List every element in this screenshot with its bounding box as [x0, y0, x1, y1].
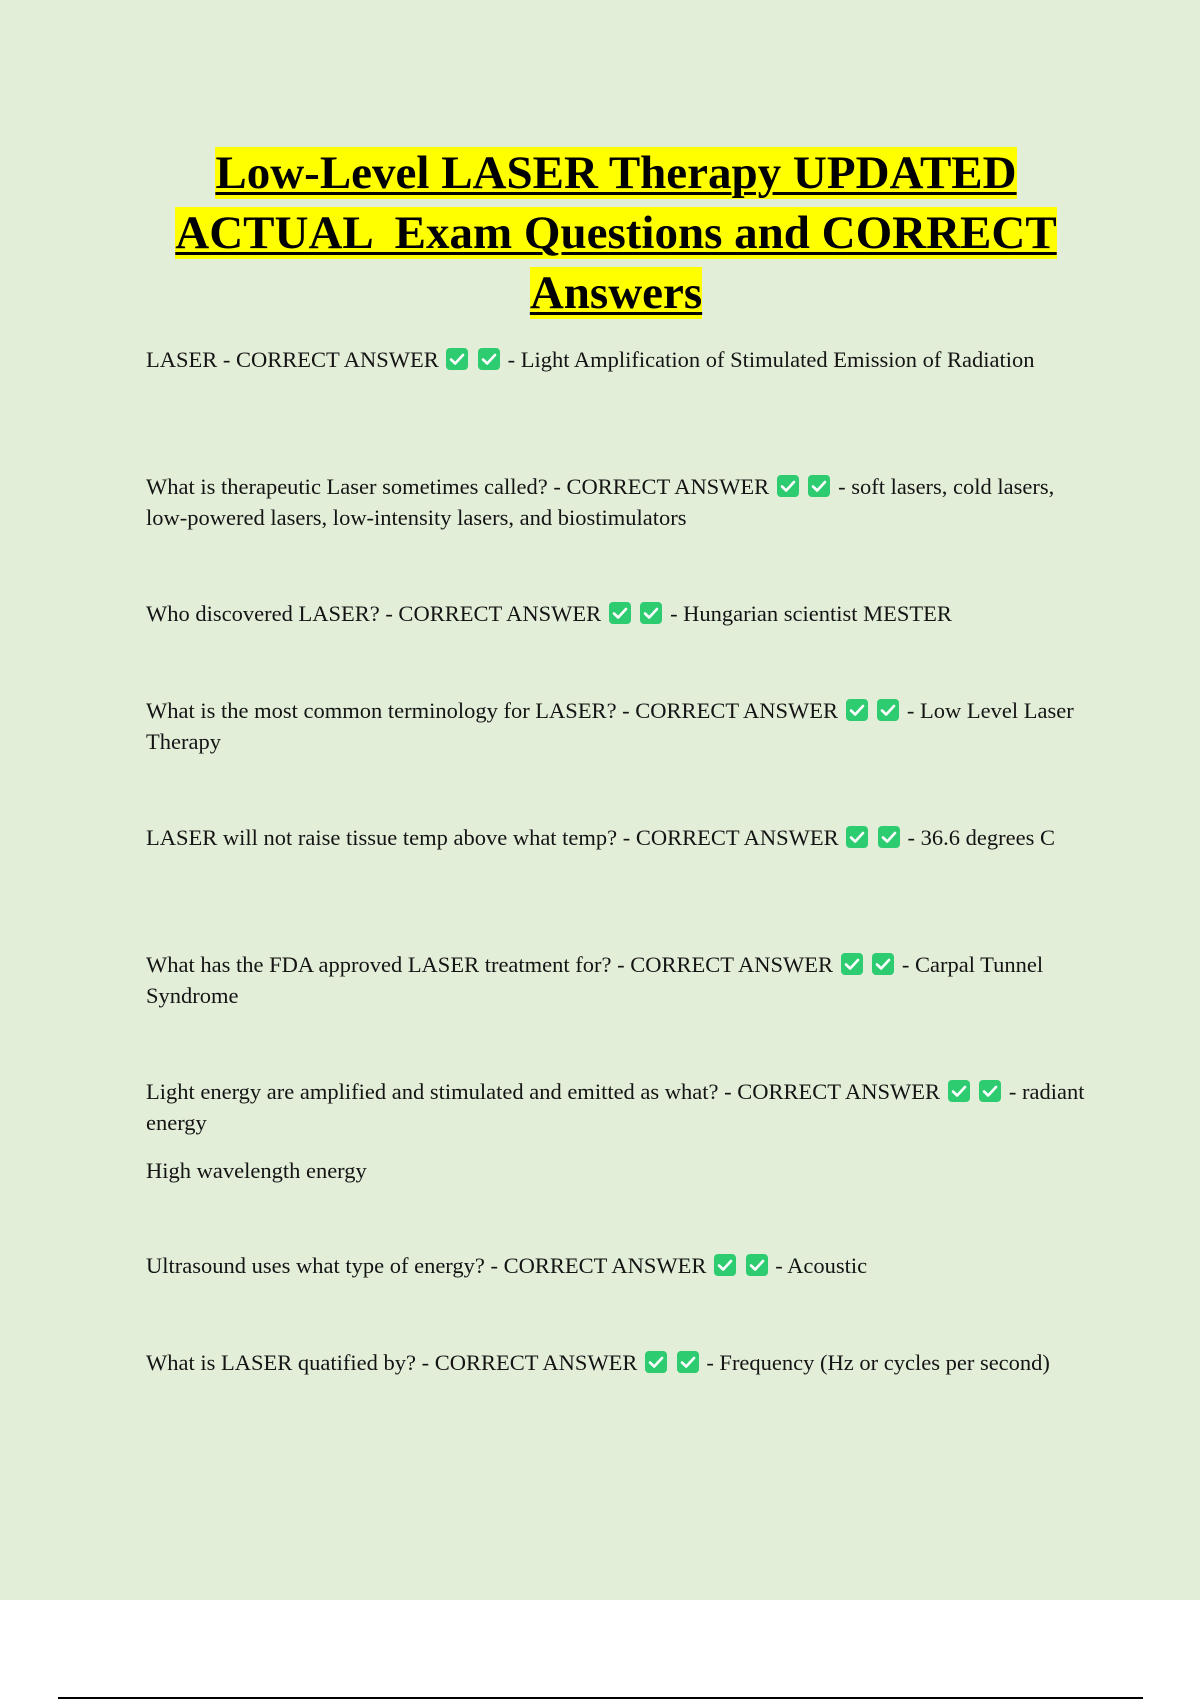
title-line-2: ACTUAL Exam Questions and CORRECT [175, 207, 1057, 259]
check-icon [746, 1254, 768, 1276]
check-icon [979, 1080, 1001, 1102]
title-line-3: Answers [529, 267, 703, 319]
answer-text: - Hungarian scientist MESTER [670, 601, 952, 626]
answer-text: - Frequency (Hz or cycles per second) [706, 1350, 1050, 1375]
check-icon [640, 602, 662, 624]
check-icon [677, 1351, 699, 1373]
qa-item-7-extra: High wavelength energy [146, 1158, 367, 1183]
check-icon [948, 1080, 970, 1102]
qa-item-2 [146, 471, 1096, 533]
check-icon [808, 475, 830, 497]
qa-item-7 [146, 1076, 1096, 1138]
qa-item-3 [146, 598, 1096, 629]
question-text: Light energy are amplified and stimulated and emitted as what? - CORRECT ANSWER [146, 1079, 941, 1104]
question-text: LASER - CORRECT ANSWER [146, 347, 439, 372]
question-text: What has the FDA approved LASER treatment for? - CORRECT ANSWER [146, 952, 833, 977]
answer-text: - Low Level Laser Therapy [146, 698, 1074, 754]
check-icon [877, 699, 899, 721]
question-text: What is the most common terminology for LASER? - CORRECT ANSWER [146, 698, 839, 723]
answer-text: - Light Amplification of Stimulated Emission of Radiation [507, 347, 1035, 372]
question-text: What is LASER quatified by? - CORRECT ANSWER [146, 1350, 638, 1375]
check-icon [714, 1254, 736, 1276]
document-title [60, 143, 1172, 323]
question-text: What is therapeutic Laser sometimes called? - CORRECT ANSWER [146, 474, 770, 499]
question-text: Who discovered LASER? - CORRECT ANSWER [146, 601, 602, 626]
qa-item-8 [146, 1250, 1096, 1281]
question-text: LASER will not raise tissue temp above what temp? - CORRECT ANSWER [146, 825, 839, 850]
qa-item-6 [146, 949, 1096, 1011]
title-line-1: Low-Level LASER Therapy UPDATED [215, 147, 1017, 199]
check-icon [645, 1351, 667, 1373]
answer-text: - Carpal Tunnel Syndrome [146, 952, 1044, 1008]
check-icon [478, 348, 500, 370]
qa-item-9 [146, 1347, 1096, 1378]
page-bottom-rule [58, 1697, 1143, 1699]
answer-text: - radiant energy [146, 1079, 1085, 1135]
qa-item-5 [146, 822, 1096, 853]
check-icon [777, 475, 799, 497]
answer-text: - soft lasers, cold lasers, low-powered lasers, low-intensity lasers, and biostimulators [146, 474, 1055, 530]
check-icon [846, 699, 868, 721]
check-icon [609, 602, 631, 624]
check-icon [841, 953, 863, 975]
qa-item-4 [146, 695, 1096, 757]
question-text: Ultrasound uses what type of energy? - CORRECT ANSWER [146, 1253, 707, 1278]
answer-text: - 36.6 degrees C [907, 825, 1055, 850]
answer-text: - Acoustic [775, 1253, 868, 1278]
check-icon [846, 826, 868, 848]
check-icon [878, 826, 900, 848]
qa-item-1 [146, 344, 1096, 375]
check-icon [872, 953, 894, 975]
check-icon [446, 348, 468, 370]
